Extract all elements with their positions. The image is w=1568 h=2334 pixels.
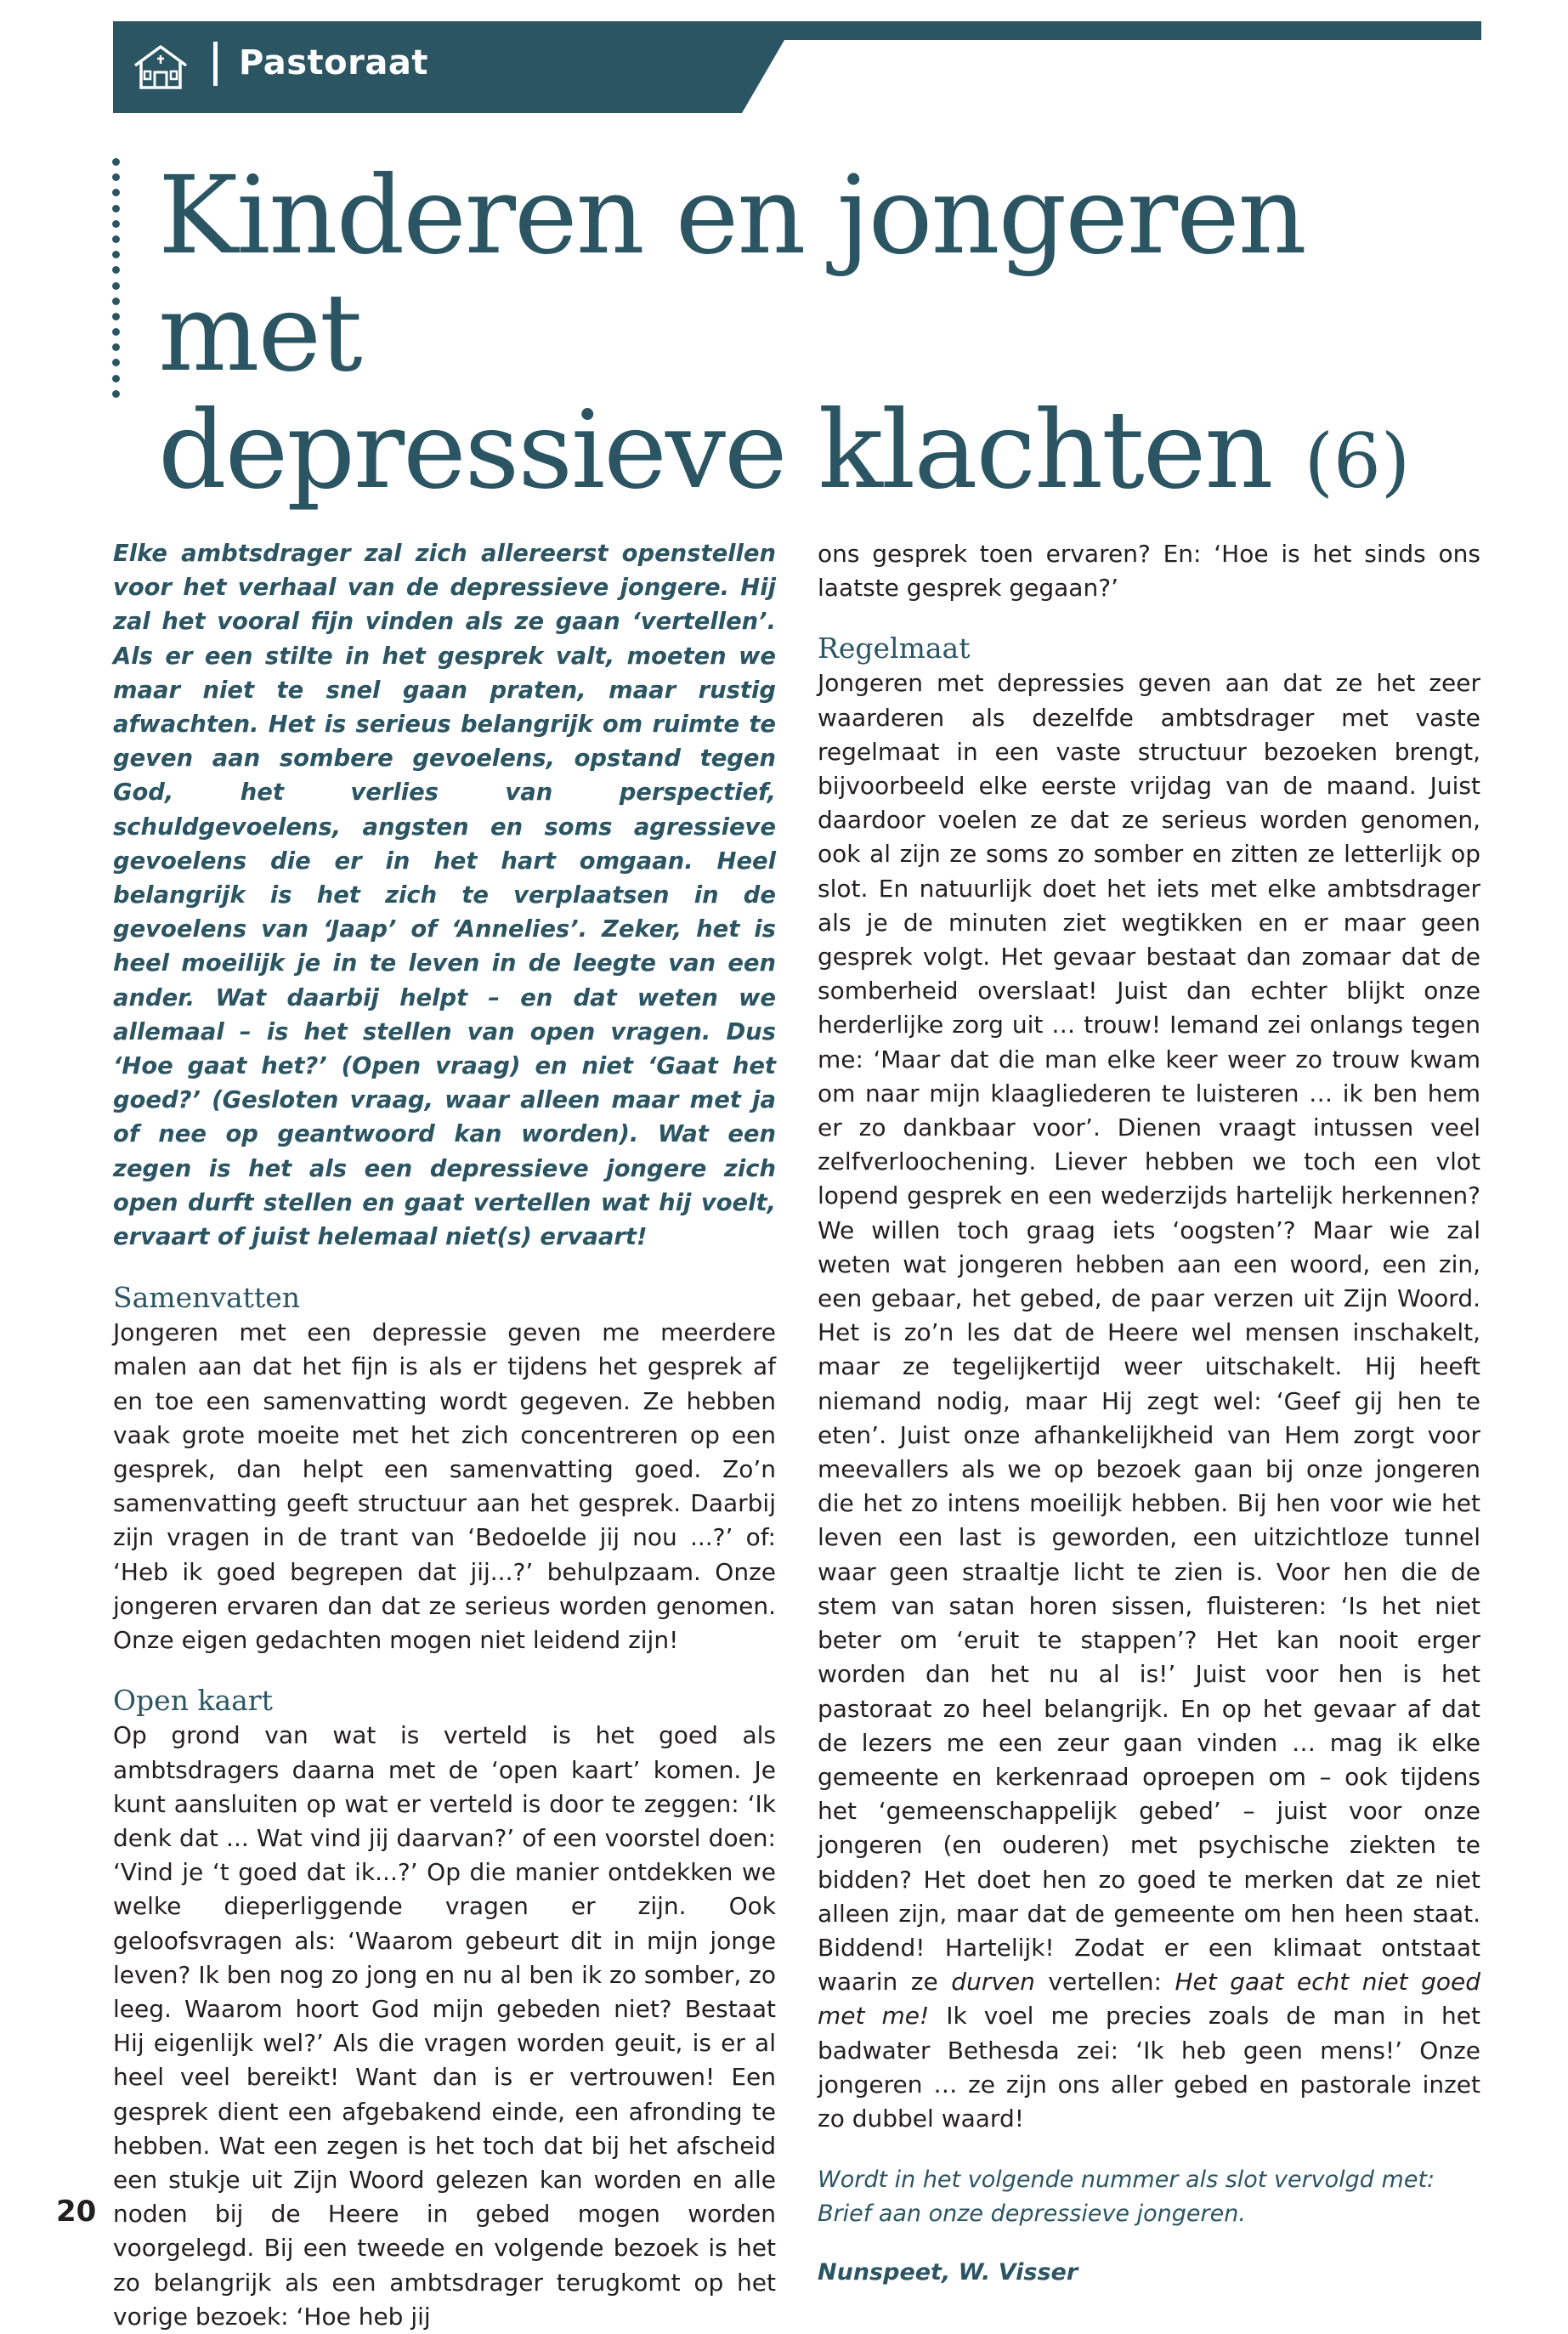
page-number: 20 — [56, 2195, 97, 2229]
title-part-number: (6) — [1304, 417, 1411, 505]
paragraph-samenvatten: Jongeren met een depressie geven me meerdere malen aan dat het fijn is als er tijdens het gesprek af en toe een samenvatting wordt gegeven. Ze hebben vaak grote moeite met het zich concentreren op een gesprek, dan helpt een samenvatting goed. Zo’n samenvatting geeft structuur aan het gesprek. Daarbij zijn vragen in de trant van ‘Bedoelde jij nou ...?’ of: ‘Heb ik goed begrepen dat jij...?’ behulpzaam. Onze jongeren ervaren dan dat ze serieus worden genomen. Onze eigen gedachten mogen niet leidend zijn! — [113, 1318, 776, 1655]
continuation-note: Wordt in het volgende nummer als slot vervolgd met: Brief aan onze depressieve jongeren. — [818, 2167, 1435, 2228]
dotted-rule — [111, 158, 122, 396]
subheading-samenvatten: Samenvatten — [113, 1281, 300, 1315]
section-banner — [113, 21, 1481, 113]
author-signature: Nunspeet, W. Visser — [818, 2258, 1078, 2286]
column-left — [113, 537, 776, 2334]
regelmaat-text-b: vertellen: — [1034, 1968, 1175, 1997]
church-house-icon — [132, 43, 190, 91]
column-right — [818, 537, 1480, 2290]
paragraph-open-kaart: Op grond van wat is verteld is het goed als ambtsdragers daarna met de ‘open kaart’ komen. Je kunt aansluiten op wat er verteld is door te zeggen: ‘Ik denk dat ... Wat vind jij daarvan?’ of een voorstel doen: ‘Vind je ‘t goed dat ik...?’ Op die manier ontdekken we welke dieperliggende vragen er zijn. Ook geloofsvragen als: ‘Waarom gebeurt dit in mijn jonge leven? Ik ben nog zo jong en nu al ben ik zo somber, zo leeg. Waarom hoort God mijn gebeden niet? Bestaat Hij eigenlijk wel?’ Als die vragen worden geuit, is er al heel veel bereikt! Want dan is er vertrouwen! Een gesprek dient een afgebakend einde, een afronding te hebben. Wat een zegen is het toch dat bij het afscheid een stukje uit Zijn Woord gelezen kan worden en alle noden bij de Heere in gebed mogen worden voorgelegd. Bij een tweede en volgende bezoek is het zo belangrijk als een ambtsdrager terugkomt op het vorige bezoek: ‘Hoe heb jij — [113, 1721, 776, 2331]
banner-separator — [213, 42, 218, 86]
article-title — [158, 153, 1501, 520]
paragraph-regelmaat — [818, 666, 1480, 2136]
title-line-2: depressieve klachten — [158, 388, 1272, 513]
paragraph-open-kaart-continued: ons gesprek toen ervaren? En: ‘Hoe is het sinds ons laatste gesprek gegaan?’ — [818, 540, 1480, 603]
subheading-regelmaat: Regelmaat — [818, 632, 971, 666]
regelmaat-text-a: Jongeren met depressies geven aan dat ze het zeer waarderen als dezelfde ambtsdrager met vaste regelmaat in een vaste structuur bezoeken brengt, bijvoorbeeld elke eerste vrijdag van de maand. Juist daardoor voelen ze dat ze serieus worden genomen, ook al zijn ze soms zo somber en zitten ze letterlijk op slot. En natuurlijk doet het iets met elke ambtsdrager als je de minuten ziet wegtikken en er maar geen gesprek volgt. Het gevaar bestaat dan zomaar dat de somberheid overslaat! Juist dan echter blijkt onze herderlijke zorg uit … trouw! Iemand zei onlangs tegen me: ‘Maar dat die man elke keer weer zo trouw kwam om naar mijn klaagliederen te luisteren … ik ben hem er zo dankbaar voor’. Dienen vraagt intussen veel zelfverloochening. Liever hebben we toch een vlot lopend gesprek en een wederzijds hartelijk herkennen? We willen toch graag iets ‘oogsten’? Maar wie zal weten wat jongeren hebben aan een woord, een zin, een gebaar, het gebed, de paar verzen uit Zijn Woord. Het is zo’n les dat de Heere wel mensen inschakelt, maar ze tegelijkertijd weer uitschakelt. Hij heeft niemand nodig, maar Hij zegt wel: ‘Geef gij hen te eten’. Juist onze afhankelijkheid van Hem zorgt voor meevallers als we op bezoek gaan bij onze jongeren die het zo intens moeilijk hebben. Bij hen voor wie het leven een last is geworden, een uitzichtloze tunnel waar geen straaltje licht te zien is. Voor hen die de stem van satan horen sissen, fluisteren: ‘Is het niet beter om ‘eruit te stappen’? Het kan nooit erger worden dan het nu al is!’ Juist voor hen is het pastoraat zo heel belangrijk. En op het gevaar af dat de lezers me een zeur gaan vinden … mag ik elke gemeente en kerkenraad oproepen om – ook tijdens het ‘gemeenschappelijk gebed’ – juist voor onze jongeren (en ouderen) met psychische ziekten te bidden? Het doet hen zo goed te merken dat ze niet alleen zijn, maar dat de gemeente om hen heen staat. Biddend! Hartelijk! Zodat er een klimaat ontstaat waarin ze — [818, 669, 1480, 1997]
regelmaat-emphasis-durven: durven — [951, 1968, 1035, 1997]
subheading-open-kaart: Open kaart — [113, 1684, 273, 1718]
title-line-1: Kinderen en jongeren met — [158, 153, 1305, 395]
section-label: Pastoraat — [239, 43, 428, 82]
regelmaat-emphasis-quote: Het gaat echt niet goed met me! — [818, 1968, 1480, 2031]
lead-paragraph: Elke ambtsdrager zal zich allereerst openstellen voor het verhaal van de depressieve jongere. Hij zal het vooral fijn vinden als ze gaan ‘vertellen’. Als er een stilte in het gesprek valt, moeten we maar niet te snel gaan praten, maar rustig afwachten. Het is serieus belangrijk om ruimte te geven aan sombere gevoelens, opstand tegen God, het verlies van perspectief, schuldgevoelens, angsten en soms agressieve gevoelens die er in het hart omgaan. Heel belangrijk is het zich te verplaatsen in de gevoelens van ‘Jaap’ of ‘Annelies’. Zeker, het is heel moeilijk je in te leven in de leegte van een ander. Wat daarbij helpt – en dat weten we allemaal – is het stellen van open vragen. Dus ‘Hoe gaat het?’ (Open vraag) en niet ‘Gaat het goed?’ (Gesloten vraag, waar alleen maar met ja of nee op geantwoord kan worden). Wat een zegen is het als een depressieve jongere zich open durft stellen en gaat vertellen wat hij voelt, ervaart of juist helemaal niet(s) ervaart! — [113, 541, 776, 1251]
regelmaat-text-c: Ik voel me precies zoals de man in het badwater Bethesda zei: ‘Ik heb geen mens!’ Onze jongeren … ze zijn ons aller gebed en pastorale inzet zo dubbel waard! — [818, 2002, 1480, 2133]
